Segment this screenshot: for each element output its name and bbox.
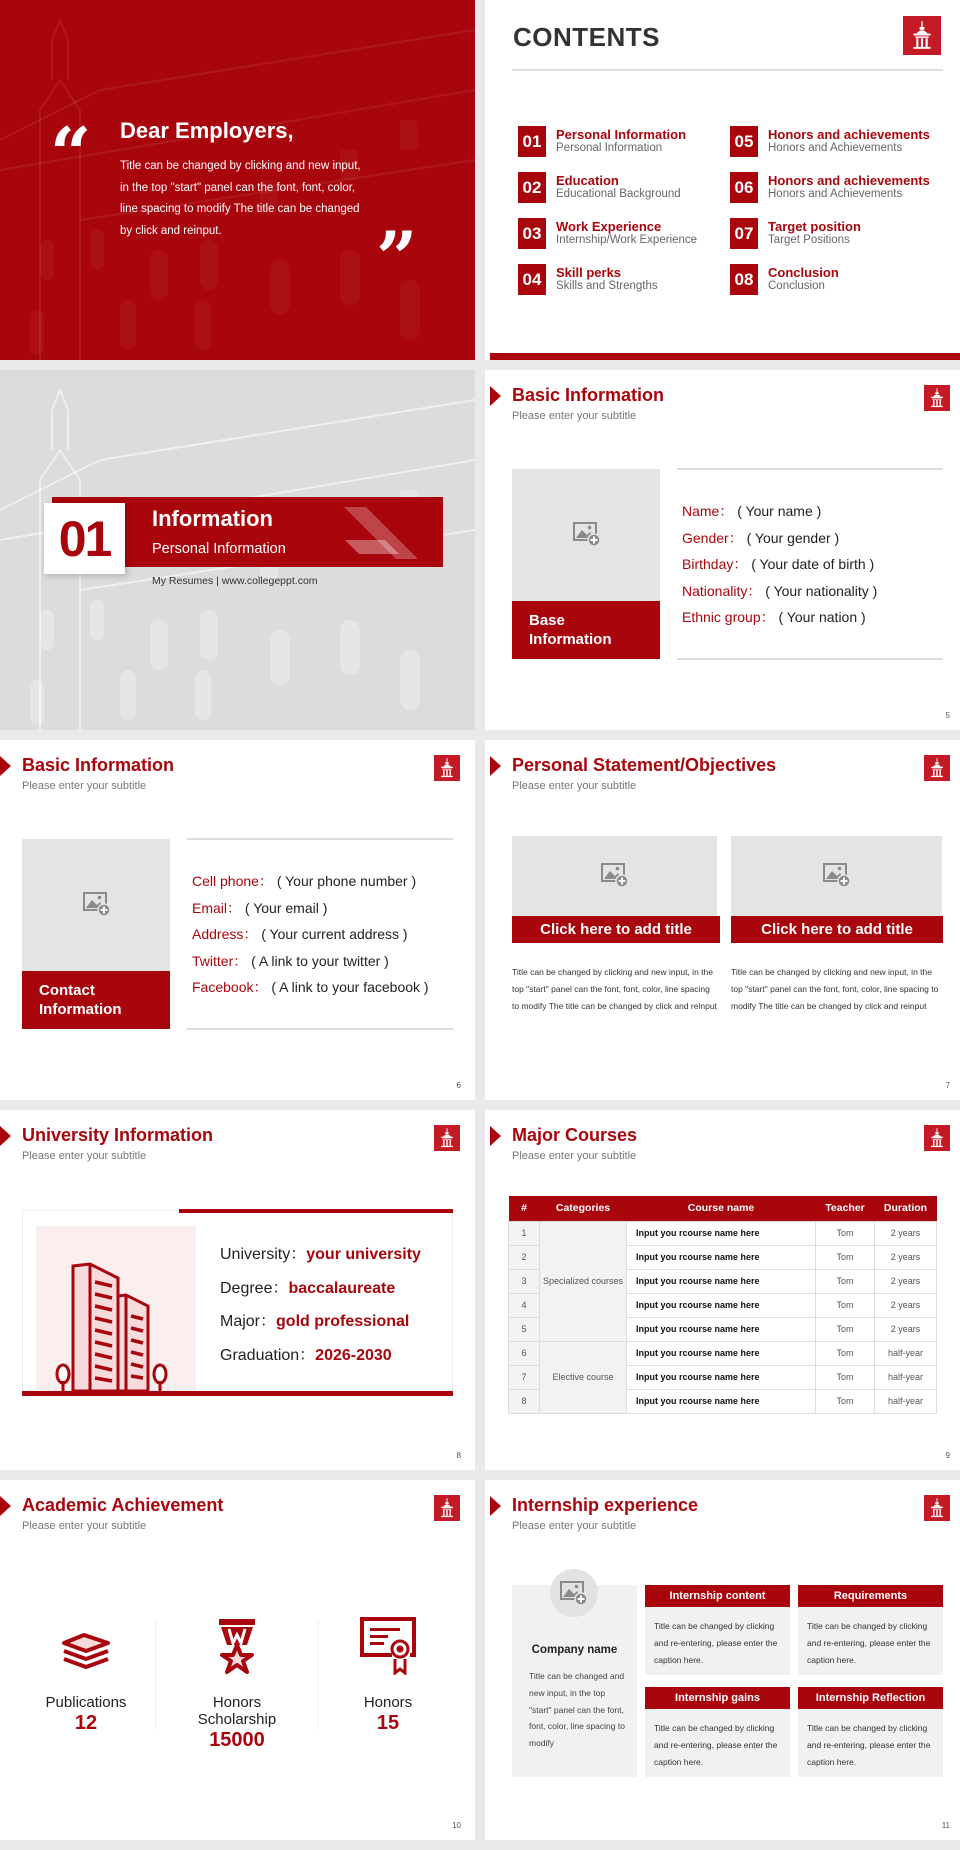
close-quote-icon: ” [376,215,418,300]
info-row: Gender： ( Your gender ) [682,529,840,546]
stat-honors: Honors 15 [323,1615,453,1735]
divider [677,468,943,470]
toc-title: Target position [768,219,861,234]
header-arrow-icon [0,1496,11,1516]
box-text[interactable]: Title can be changed by clicking and re-entering, please enter the caption here. [654,1723,778,1767]
slide-title[interactable]: Basic Information [512,385,665,405]
table-row: 2 Input you rcourse name here Tom 2 years [509,1245,937,1269]
image-placeholder[interactable] [512,836,717,916]
stat-honors-scholarship: Honors Scholarship 15000 [172,1615,302,1752]
slide-title[interactable]: University Information [22,1125,214,1145]
divider [512,69,943,71]
info-row: Birthday： ( Your date of birth ) [682,556,875,572]
add-image-icon[interactable] [823,862,851,888]
divider [187,838,453,840]
toc-item[interactable] [730,172,930,203]
section-subtitle[interactable]: Personal Information [152,541,286,557]
company-name[interactable]: Company name [531,1644,618,1656]
toc-number: 05 [730,126,758,157]
toc-item[interactable] [730,264,839,295]
building-illustration [36,1226,196,1391]
toc-item[interactable] [518,218,697,249]
info-row: Twitter： ( A link to your twitter ) [192,952,389,969]
toc-number: 08 [730,264,758,295]
slide-title[interactable]: Personal Statement/Objectives [512,755,777,775]
category-cell[interactable]: Specialized courses [540,1221,627,1341]
table-row: 7 Input you rcourse name here Tom half-year [509,1365,937,1389]
university-details [220,1238,421,1372]
page-number: 8 [456,1451,461,1460]
table-row: 3 Input you rcourse name here Tom 2 years [509,1269,937,1293]
add-image-icon[interactable] [573,521,601,547]
accent-bar [179,1209,453,1213]
university-logo-icon [434,1125,460,1151]
internship-box [798,1585,943,1675]
box-title[interactable]: Internship content [645,1585,790,1607]
add-image-icon[interactable] [83,891,111,917]
toc-item[interactable] [518,264,658,295]
info-row: Email： ( Your email ) [192,899,328,916]
table-row: 8 Input you rcourse name here Tom half-year [509,1389,937,1413]
slide-subtitle[interactable]: Please enter your subtitle [512,1150,637,1162]
slide-university-information[interactable] [0,1110,475,1470]
table-header-row [509,1196,937,1221]
table-row: 4 Input you rcourse name here Tom 2 years [509,1293,937,1317]
info-row: Nationality： ( Your nationality ) [682,582,878,599]
page-number: 9 [945,1451,950,1460]
slide-dear-employers[interactable] [0,0,475,360]
slide-subtitle[interactable]: Please enter your subtitle [22,1520,147,1532]
toc-subtitle: Skills and Strengths [556,280,658,292]
internship-box [798,1687,943,1777]
slide-title[interactable]: Internship experience [512,1495,699,1515]
add-image-icon[interactable] [560,1580,588,1606]
city-buildings-icon [36,1226,196,1391]
slide-academic-achievement[interactable] [0,1480,475,1840]
contents-title[interactable]: CONTENTS [513,22,660,52]
toc-subtitle: Conclusion [768,280,825,292]
toc-number: 07 [730,218,758,249]
toc-number: 04 [518,264,546,295]
header-arrow-icon [0,1126,11,1146]
box-text[interactable]: Title can be changed by clicking and re-entering, please enter the caption here. [654,1621,778,1665]
section-footer: My Resumes | www.collegeppt.com [152,575,318,587]
slide-contact-information[interactable] [0,740,475,1100]
medal-star-icon [207,1615,267,1675]
photo-caption: Contact Information [22,971,170,1029]
divider [187,1028,453,1030]
slide-section-information[interactable] [0,370,475,730]
slide-subtitle[interactable]: Please enter your subtitle [22,780,147,792]
header-arrow-icon [490,756,501,776]
header-arrow-icon [490,386,501,406]
university-logo-icon [924,755,950,781]
slide-contents[interactable] [485,0,960,360]
toc-subtitle: Target Positions [768,234,850,246]
info-row: Address： ( Your current address ) [192,926,408,942]
info-list [192,868,429,1001]
university-logo-icon [434,1495,460,1521]
university-logo-icon [924,1495,950,1521]
toc-item[interactable] [730,218,861,249]
university-logo-icon [903,16,941,55]
column-header: Course name [627,1196,816,1221]
info-row: Graduation：2026-2030 [220,1346,392,1364]
slide-major-courses[interactable] [485,1110,960,1470]
toc-title: Skill perks [556,265,622,280]
header-arrow-icon [490,1496,501,1516]
slide-title[interactable]: Dear Employers, [120,118,294,143]
university-logo-icon [434,755,460,781]
slide-subtitle[interactable]: Please enter your subtitle [512,1520,637,1532]
toc-item[interactable] [518,126,686,157]
company-logo-placeholder[interactable] [550,1569,598,1617]
company-description[interactable]: Title can be changed and new input, in the top "start" panel can the font, font, color, line spacing to modify [529,1671,625,1749]
certificate-icon [358,1615,418,1675]
toc-subtitle: Personal Information [556,142,663,154]
info-row: Ethnic group： ( Your nation ) [682,609,866,625]
stat-publications: Publications 12 [21,1615,151,1735]
divider [677,658,943,660]
table-row: 6 Elective course Input you rcourse name here Tom half-year [509,1341,937,1365]
slide-subtitle[interactable]: Please enter your subtitle [512,410,637,422]
column-header: # [509,1196,540,1221]
open-quote-icon: “ [50,111,92,196]
add-image-icon[interactable] [601,862,629,888]
slide-title[interactable]: Major Courses [512,1125,638,1145]
toc-number: 01 [518,126,546,157]
books-stack-icon [56,1615,116,1675]
page-number: 5 [945,711,950,720]
photo-caption: Base Information [512,601,660,659]
info-list [682,498,877,631]
info-row: University：your university [220,1246,421,1263]
toc-title: Work Experience [556,219,662,234]
toc-title: Honors and achievements [768,173,930,188]
page-number: 11 [941,1821,950,1830]
toc-title: Education [556,173,619,188]
column-header: Teacher [816,1196,875,1221]
page-number: 6 [456,1081,461,1090]
slide-title[interactable]: Academic Achievement [22,1495,224,1515]
toc-number: 06 [730,172,758,203]
box-title[interactable]: Internship Reflection [798,1687,943,1709]
slide-subtitle[interactable]: Please enter your subtitle [512,780,637,792]
toc-title: Honors and achievements [768,127,930,142]
section-number: 01 [44,503,125,574]
card-title[interactable]: Click here to add title [731,916,943,943]
divider [318,1620,319,1730]
card-text[interactable]: Title can be changed by clicking and new input, in the top "start" panel can the font, font, color, line spacing to modify The title can be changed by click and reinput [731,967,939,1011]
header-arrow-icon [490,1126,501,1146]
page-number: 10 [452,1821,461,1830]
header-arrow-icon [0,756,11,776]
photo-placeholder[interactable] [512,469,660,659]
accent-bar [22,1391,453,1396]
toc-subtitle: Educational Background [556,188,681,200]
column-header: Categories [540,1196,627,1221]
slide-personal-statement[interactable] [485,740,960,1100]
info-row: Degree：baccalaureate [220,1279,396,1297]
divider [155,1620,156,1730]
footer-bar [490,353,960,360]
image-placeholder[interactable] [731,836,942,916]
info-row: Major：gold professional [220,1313,410,1330]
box-text[interactable]: Title can be changed by clicking and re-entering, please enter the caption here. [807,1621,931,1665]
internship-box [645,1585,790,1675]
slide-body-text[interactable]: Title can be changed by clicking and new input, in the top "start" panel can the font, font, color, line spacing to modify The title can be changed by click and reinput. [120,160,361,237]
table-row: 1 Specialized courses Input you rcourse name here Tom 2 years [509,1221,937,1245]
info-row: Cell phone： ( Your phone number ) [192,873,417,889]
photo-placeholder[interactable] [22,839,170,1029]
toc-subtitle: Honors and Achievements [768,142,903,154]
table-row: 5 Input you rcourse name here Tom 2 years [509,1317,937,1341]
toc-subtitle: Internship/Work Experience [556,234,698,246]
toc-title: Conclusion [768,265,839,280]
column-header: Duration [875,1196,937,1221]
toc-title: Personal Information [556,127,687,142]
slide-basic-information[interactable] [485,370,960,730]
category-cell[interactable]: Elective course [540,1341,627,1413]
toc-number: 02 [518,172,546,203]
university-logo-icon [924,385,950,411]
slide-internship-experience[interactable] [485,1480,960,1840]
box-title[interactable]: Requirements [798,1585,943,1607]
card-title[interactable]: Click here to add title [512,916,720,943]
university-logo-icon [924,1125,950,1151]
slide-title[interactable]: Basic Information [22,755,175,775]
toc-number: 03 [518,218,546,249]
card-text[interactable]: Title can be changed by clicking and new input, in the top "start" panel can the font, font, color, line spacing to modify The title can be changed by click and reinput [512,967,717,1011]
info-row: Facebook： ( A link to your facebook ) [192,979,429,995]
box-text[interactable]: Title can be changed by clicking and re-entering, please enter the caption here. [807,1723,931,1767]
toc-item[interactable] [518,172,681,203]
toc-subtitle: Honors and Achievements [768,188,903,200]
info-row: Name： ( Your name ) [682,503,822,519]
internship-box [645,1687,790,1777]
page-number: 7 [945,1081,950,1090]
courses-table [508,1196,937,1414]
box-title[interactable]: Internship gains [645,1687,790,1709]
toc-item[interactable] [730,126,930,157]
slide-subtitle[interactable]: Please enter your subtitle [22,1150,147,1162]
section-title[interactable]: Information [152,506,273,531]
